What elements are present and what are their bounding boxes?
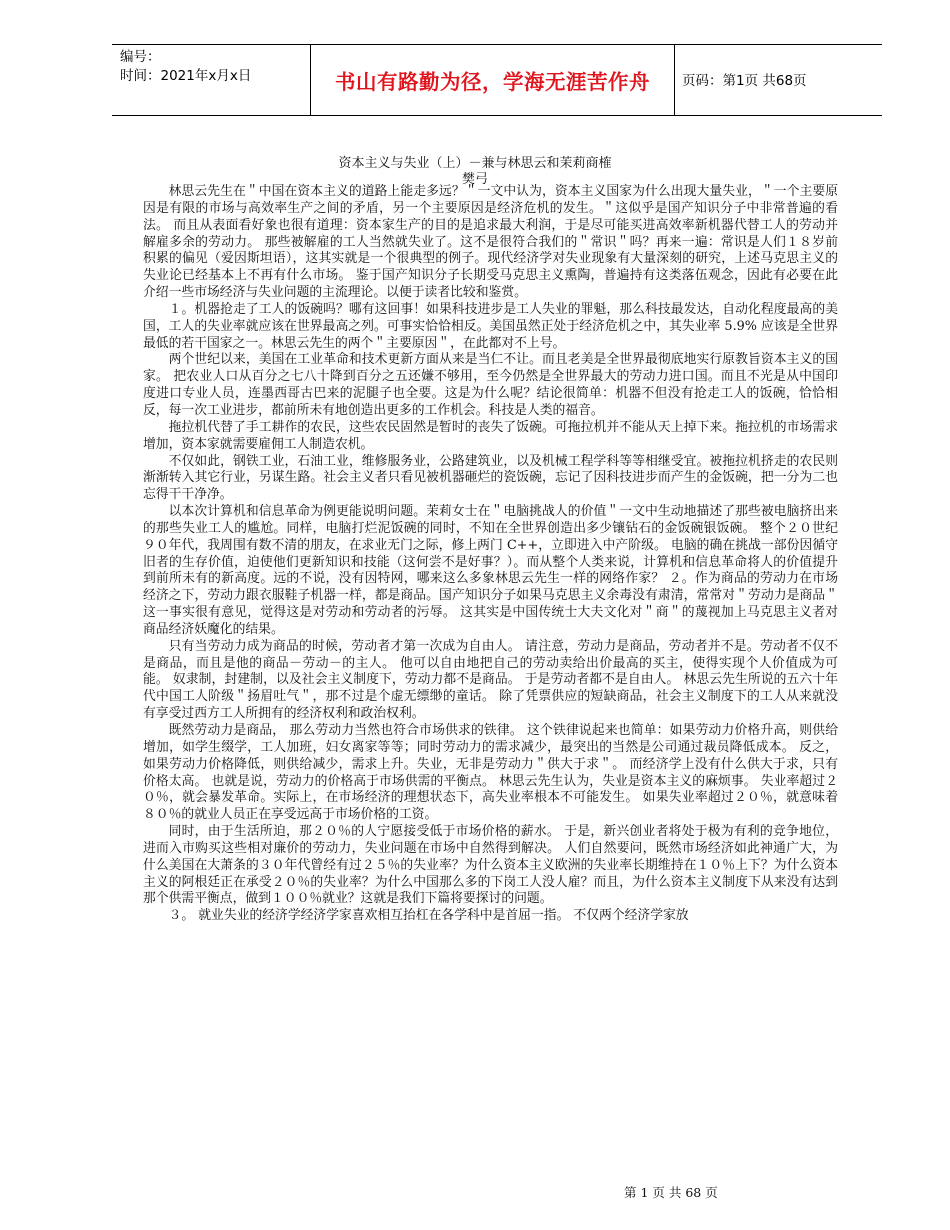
number-label: 编号：: [120, 49, 161, 65]
paragraph: １。机器抢走了工人的饭碗吗？哪有这回事！如果科技进步是工人失业的罪魁，那么科技最发达，自动化程度最高的美国，工人的失业率就应该在世界最高之列。可事实恰恰相反。美国虽然正处于经济危机之中，其失业率 5.9% 应该是全世界最低的若干国家之一。林思云先生的两个＂主要原因＂，在此都对不上号。: [143, 301, 838, 351]
paragraph: 两个世纪以来，美国在工业革命和技术更新方面从来是当仁不让。而且老美是全世界最彻底地实行原教旨资本主义的国家。 把农业人口从百分之七八十降到百分之五还嫌不够用，至今仍然是全世界最大的劳动力进口国。而且不光是从中国印度进口专业人员，连墨西哥古巴来的泥腿子也全要。这是为什么呢？结论很简单：机器不但没有抢走工人的饭碗，恰恰相反，每一次工业进步，都前所未有地创造出更多的工作机会。科技是人类的福音。: [143, 352, 838, 418]
paragraph: 拖拉机代替了手工耕作的农民，这些农民固然是暂时的丧失了饭碗。可拖拉机并不能从天上掉下来。拖拉机的市场需求增加，资本家就需要雇佣工人制造农机。: [143, 419, 838, 452]
paragraph: 同时，由于生活所迫，那２０％的人宁愿接受低于市场价格的薪水。 于是，新兴创业者将处于极为有利的竞争地位， 进而入市购买这些相对廉价的劳动力，失业问题在市场中自然得到解决。 人们自然要问，既然市场经济如此神通广大，为什么美国在大萧条的３０年代曾经有过２５％的失业率？为什么资本主义欧洲的失业率长期维持在１０％上下？为什么资本主义的阿根廷正在承受２０％的失业率？为什么中国那么多的下岗工人没人雇？而且，为什么资本主义制度下从来没有达到那个供需平衡点，做到１００％就业？这就是我们下篇将要探讨的问题。: [143, 824, 838, 907]
article-title: 资本主义与失业（上）－兼与林思云和茉莉商榷: [338, 156, 612, 171]
paragraph: 只有当劳动力成为商品的时候，劳动者才第一次成为自由人。 请注意，劳动力是商品，劳动者并不是。劳动者不仅不是商品，而且是他的商品－劳动－的主人。 他可以自由地把自己的劳动卖给出价最高的买主，使得实现个人价值成为可能。 奴隶制，封建制，以及社会主义制度下，劳动力都不是商品。 于是劳动者都不是自由人。 林思云先生所说的五六十年代中国工人阶级＂扬眉吐气＂，那不过是个虚无缥缈的童话。 除了凭票供应的短缺商品，社会主义制度下的工人从来就没有享受过西方工人所拥有的经济权利和政治权利。: [143, 638, 838, 722]
paragraph: 以本次计算机和信息革命为例更能说明问题。茉莉女士在＂电脑挑战人的价值＂一文中生动地描述了那些被电脑挤出来的那些失业工人的尴尬。同样，电脑打烂泥饭碗的同时，不知在全世界创造出多少镶钻石的金饭碗银饭碗。 整个２０世纪９０年代，我周围有数不清的朋友，在求业无门之际，修上两门 C++，立即进入中产阶级。 电脑的确在挑战一部份因循守旧者的生存价值，迫使他们更新知识和技能（这何尝不是好事？）。而从整个人类来说，计算机和信息革命将人的价值提升到前所未有的新高度。远的不说，没有因特网，哪来这么多象林思云先生一样的网络作家？ ２。作为商品的劳动力在市场经济之下，劳动力跟衣服鞋子机器一样，都是商品。国产知识分子如果马克思主义余毒没有肃清，常常对＂劳动力是商品＂这一事实很有意见，觉得这是对劳动和劳动者的污辱。 这其实是中国传统士大夫文化对＂商＂的蔑视加上马克思主义者对商品经济妖魔化的结果。: [143, 504, 838, 637]
paragraph: 既然劳动力是商品， 那么劳动力当然也符合市场供求的铁律。 这个铁律说起来也简单：如果劳动力价格升高，则供给增加，如学生缀学，工人加班，妇女离家等等；同时劳动力的需求减少，最突出的当然是公司通过裁员降低成本。 反之，如果劳动力价格降低，则供给减少，需求上升。失业，无非是劳动力＂供大于求＂。 而经济学上没有什么供大于求，只有价格太高。 也就是说，劳动力的价格高于市场供需的平衡点。 林思云先生认为，失业是资本主义的麻烦事。 失业率超过２０％，就会暴发革命。实际上，在市场经济的理想状态下，高失业率根本不可能发生。 如果失业率超过２０％，就意味着８０％的就业人员正在享受远高于市场价格的工资。: [143, 723, 838, 823]
header-page-info: 页码：第1页 共68页: [682, 73, 807, 89]
paragraph: 不仅如此，钢铁工业，石油工业，维修服务业，公路建筑业，以及机械工程学科等等相继受宜。被拖拉机挤走的农民则渐渐转入其它行业，另谋生路。社会主义者只看见被机器砸烂的瓷饭碗，忘记了因科技进步而产生的金饭碗，把一分为二也忘得干干净净。: [143, 453, 838, 503]
page-header: [112, 44, 882, 116]
header-divider: [674, 45, 675, 115]
paragraph: ３。 就业失业的经济学经济学家喜欢相互抬杠在各学科中是首屈一指。 不仅两个经济学家放: [168, 908, 689, 924]
header-meta: [120, 48, 300, 86]
article-body: [143, 184, 838, 925]
time-label: 时间：2021年x月x日: [120, 68, 252, 84]
page-footer: 第 1 页 共 68 页: [624, 1185, 718, 1200]
article-author: 樊弓: [461, 172, 488, 187]
paragraph: 林思云先生在＂中国在资本主义的道路上能走多远？＂一文中认为，资本主义国家为什么出现大量失业，＂一个主要原因是有限的市场与高效率生产之间的矛盾，另一个主要原因是经济危机的发生。＂这似乎是国产知识分子中非常普遍的看法。 而且从表面看好象也很有道理：资本家生产的目的是追求最大利润，于是尽可能买进高效率新机器代替工人的劳动并解雇多余的劳动力。 那些被解雇的工人当然就失业了。这不是很符合我们的＂常识＂吗？再来一遍：常识是人们１８岁前积累的偏见（爱因斯坦语），这其实就是一个很典型的例子。现代经济学对失业现象有大量深刻的研究，上述马克思主义的失业论已经基本上不再有什么市场。 鉴于国产知识分子长期受马克思主义熏陶，普遍持有这类落伍观念，因此有必要在此介绍一些市场经济与失业问题的主流理论。以便于读者比较和鉴赏。: [143, 184, 838, 301]
header-motto: 书山有路勤为径，学海无涯苦作舟: [335, 70, 650, 94]
